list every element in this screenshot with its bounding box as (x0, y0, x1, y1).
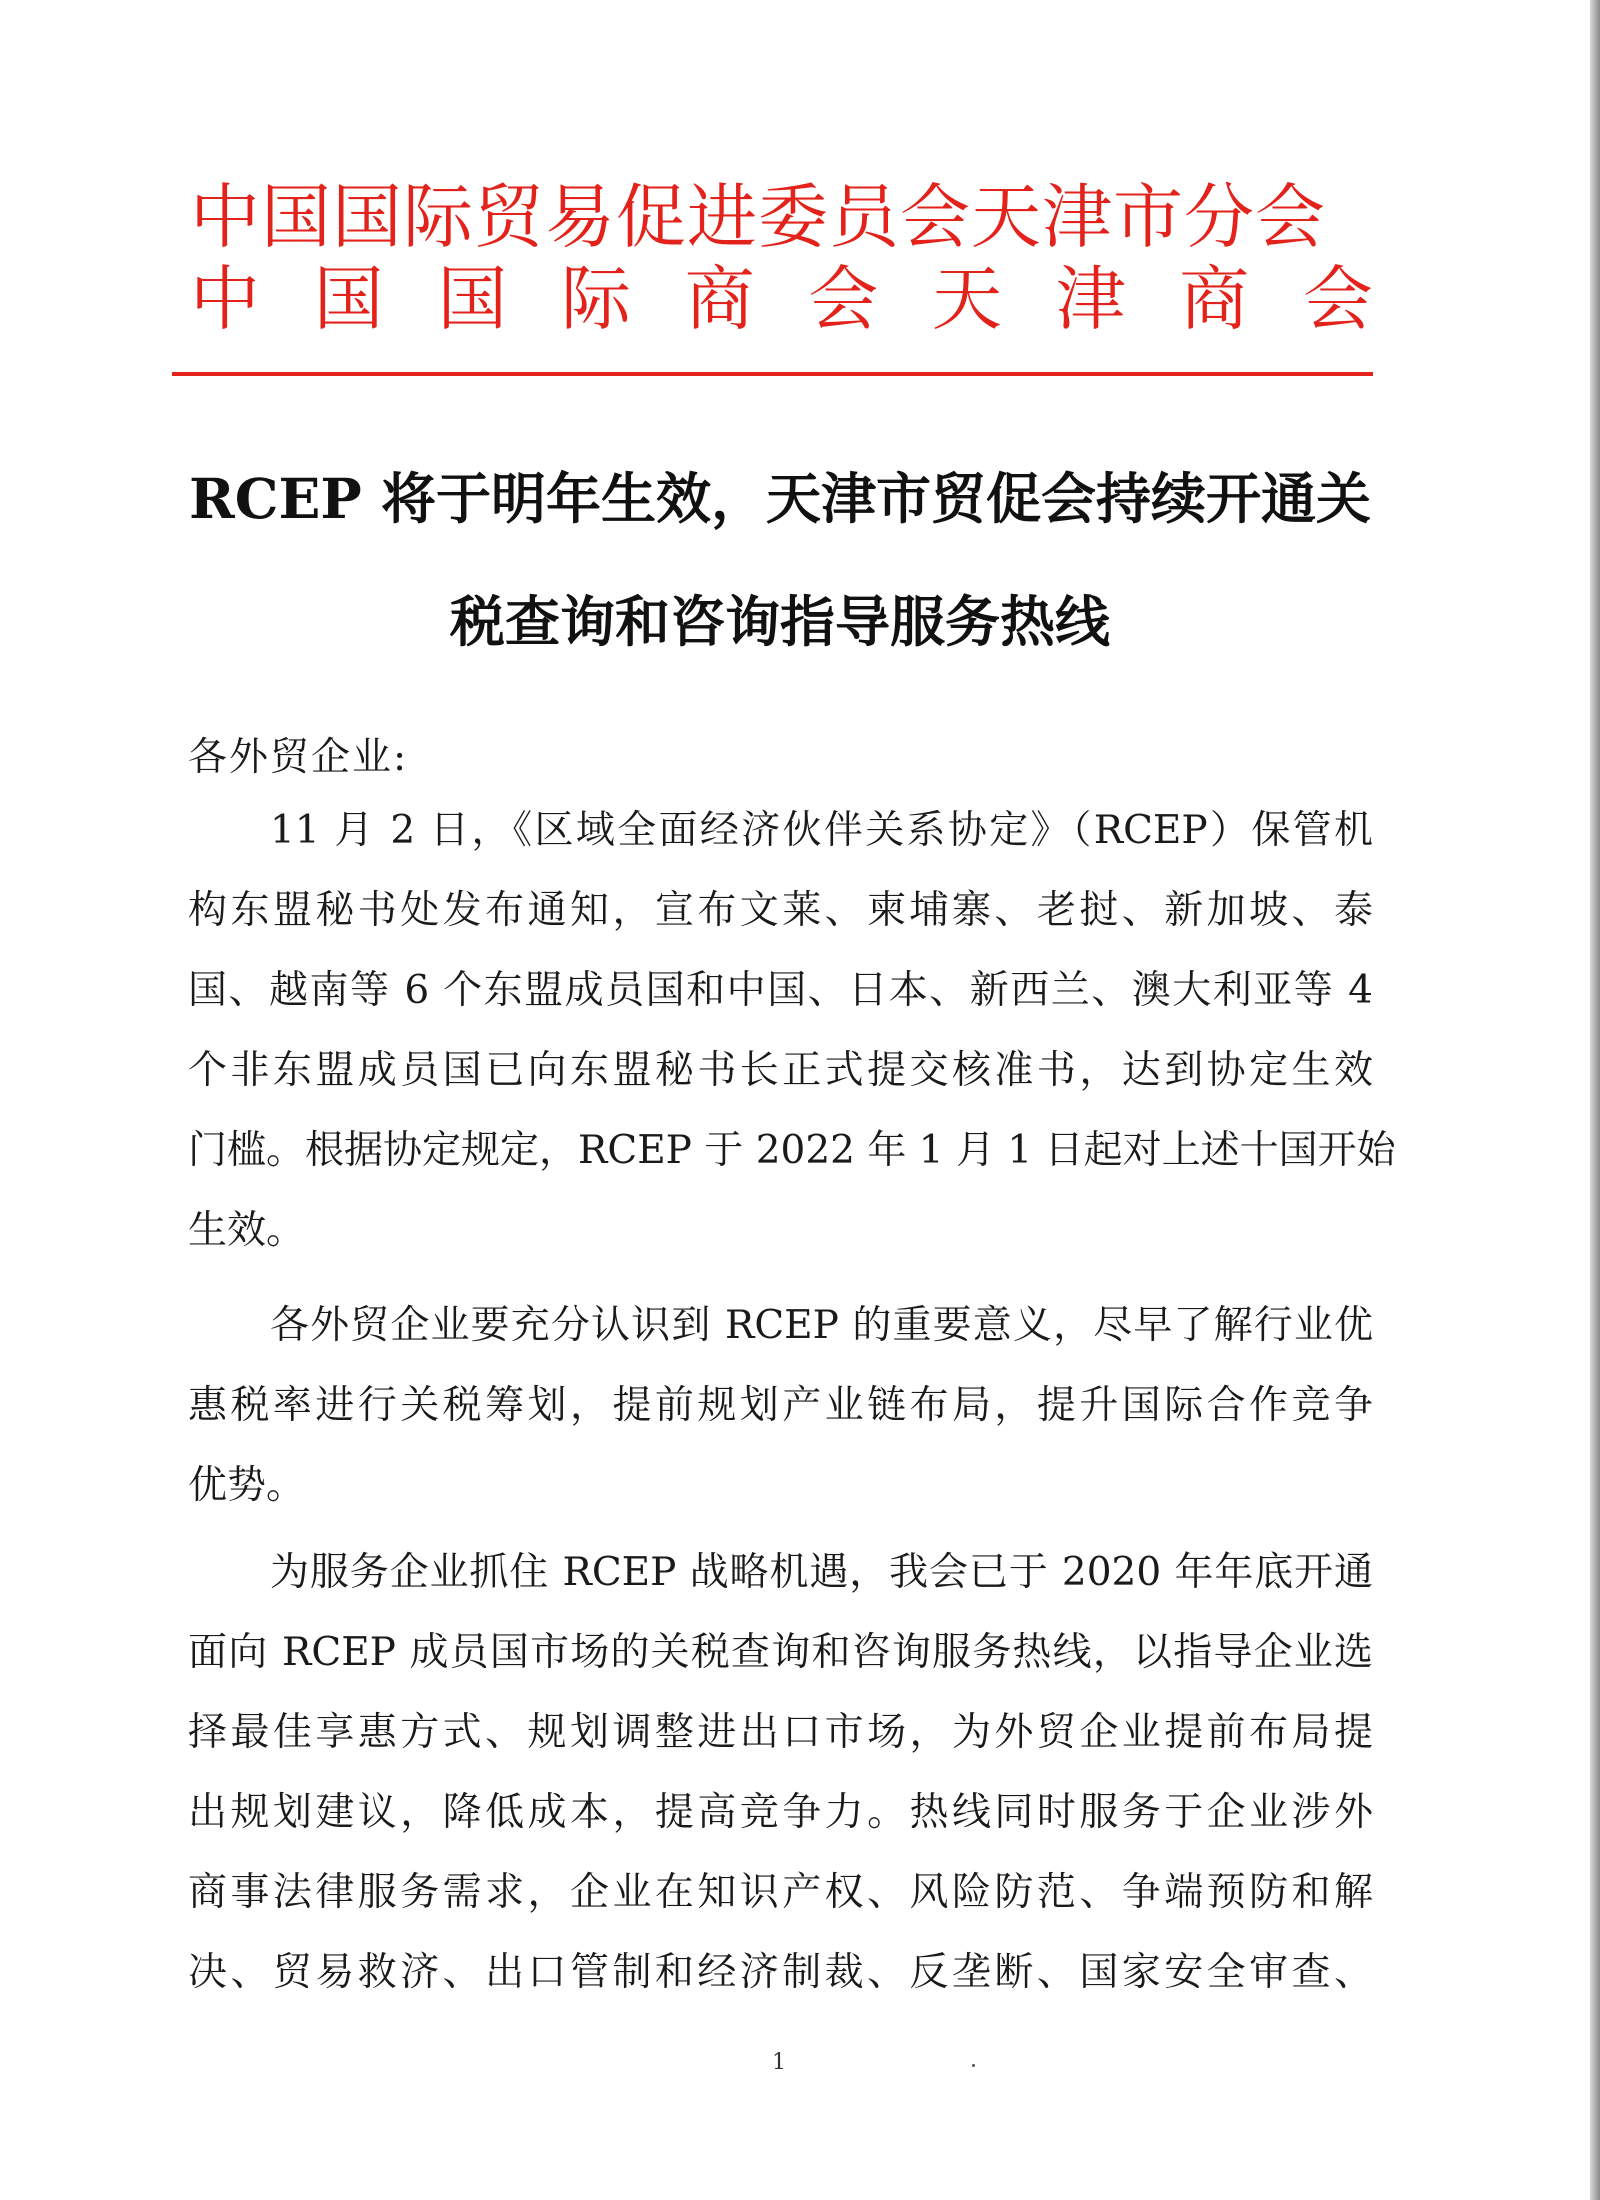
paragraph-line: 出规划建议，降低成本，提高竞争力。热线同时服务于企业涉外 (188, 1790, 1373, 1835)
paragraph-line: 商事法律服务需求，企业在知识产权、风险防范、争端预防和解 (188, 1870, 1373, 1915)
paragraph-line: 为服务企业抓住 RCEP 战略机遇，我会已于 2020 年年底开通 (270, 1550, 1373, 1595)
salutation: 各外贸企业: (188, 735, 409, 780)
letterhead-char: 会 (808, 258, 879, 340)
letterhead-char: 国 (313, 258, 384, 340)
paragraph-line: 优势。 (188, 1463, 306, 1508)
paragraph-line: 各外贸企业要充分认识到 RCEP 的重要意义，尽早了解行业优 (270, 1303, 1373, 1348)
paragraph-line: 国、越南等 6 个东盟成员国和中国、日本、新西兰、澳大利亚等 4 (188, 968, 1373, 1013)
page-number: 1 (772, 2050, 786, 2075)
letterhead-char: 际 (560, 258, 631, 340)
letterhead-char: 会 (1302, 258, 1373, 340)
paragraph-line: 门槛。根据协定规定，RCEP 于 2022 年 1 月 1 日起对上述十国开始 (188, 1128, 1396, 1173)
paragraph-line: 个非东盟成员国已向东盟秘书长正式提交核准书，达到协定生效 (188, 1048, 1373, 1093)
letterhead-char: 中 (190, 258, 260, 340)
document-title-line-1: RCEP 将于明年生效，天津市贸促会持续开通关 (189, 466, 1371, 531)
page-edge-shadow (1590, 0, 1600, 2200)
letterhead-char: 天 (931, 258, 1002, 340)
paragraph-line: 决、贸易救济、出口管制和经济制裁、反垄断、国家安全审查、 (188, 1950, 1373, 1995)
letterhead-char: 商 (1179, 258, 1250, 340)
letterhead-line-2 (190, 258, 1373, 340)
letterhead-char: 津 (1055, 258, 1126, 340)
document-title-line-2: 税查询和咨询指导服务热线 (449, 589, 1110, 654)
letterhead-char: 国 (437, 258, 508, 340)
letterhead-char: 商 (684, 258, 755, 340)
paragraph-line: 惠税率进行关税筹划，提前规划产业链布局，提升国际合作竞争 (188, 1383, 1373, 1428)
paragraph-line: 择最佳享惠方式、规划调整进出口市场，为外贸企业提前布局提 (188, 1710, 1373, 1755)
paragraph-line: 生效。 (188, 1208, 306, 1253)
paragraph-line: 构东盟秘书处发布通知，宣布文莱、柬埔寨、老挝、新加坡、泰 (188, 888, 1373, 933)
paragraph-line: 面向 RCEP 成员国市场的关税查询和咨询服务热线，以指导企业选 (188, 1630, 1373, 1675)
paragraph-line: 11 月 2 日，《区域全面经济伙伴关系协定》（RCEP）保管机 (270, 808, 1373, 853)
letterhead-line-1: 中国国际贸易促进委员会天津市分会 (190, 176, 1326, 258)
scan-speck (972, 2064, 975, 2067)
letterhead-divider (172, 372, 1373, 376)
